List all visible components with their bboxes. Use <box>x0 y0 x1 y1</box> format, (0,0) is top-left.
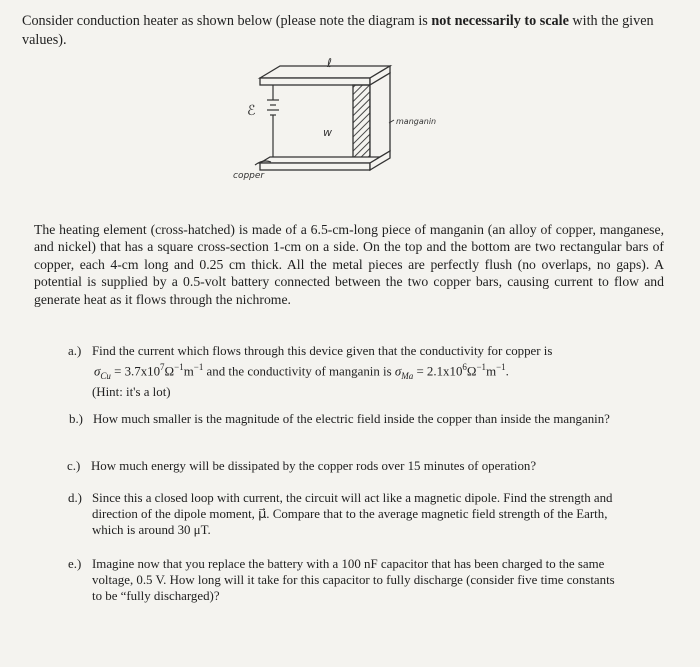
sigma-cu-symbol: σ <box>94 364 101 379</box>
question-c-text: How much energy will be dissipated by the copper rods over 15 minutes of operation? <box>91 459 537 473</box>
question-e-label: e.) <box>68 557 82 571</box>
question-b-text: How much smaller is the magnitude of the electric field inside the copper than inside the manganin? <box>93 412 610 426</box>
sigma-ma-exponent: 6 <box>462 362 467 373</box>
question-a <box>68 343 622 400</box>
question-b-label: b.) <box>69 412 83 426</box>
unit-exponent-1: −1 <box>174 362 184 373</box>
question-a-hint: (Hint: it's a lot) <box>92 385 171 400</box>
emf-label: ℰ <box>247 103 256 119</box>
sigma-cu-unit: Ω <box>164 364 175 379</box>
question-b <box>69 411 621 427</box>
sigma-ma-value: = 2.1x10 <box>413 364 463 379</box>
question-d-text: Since this a closed loop with current, the circuit will act like a magnetic dipole. Find the strength and direction of the dipole moment, μ⃗. Compare that to the average magnetic field strength of the Earth, which is around 30 μT. <box>92 491 613 538</box>
manganin-label: manganin <box>396 117 437 126</box>
question-e-text: Imagine now that you replace the battery with a 100 nF capacitor that has been charged to the same voltage, 0.5 V. How long will it take for this capacitor to fully discharge (consider five time constants to be “fully discharged)? <box>92 557 615 604</box>
question-d-label: d.) <box>68 491 82 505</box>
sigma-cu-value: = 3.7x10 <box>110 364 161 379</box>
question-a-line1: Find the current which flows through this device given that the conductivity for copper is <box>92 344 553 358</box>
intro-text-1: Consider conduction heater as shown below (please note the diagram is <box>22 13 432 29</box>
sigma-ma-symbol: σ <box>394 364 402 379</box>
question-c-label: c.) <box>67 459 81 473</box>
sigma-cu-subscript: Cu <box>100 371 111 382</box>
question-a-mid-text: and the conductivity of manganin is <box>203 364 395 379</box>
manganin-block <box>353 73 390 163</box>
battery-wires <box>255 85 279 165</box>
length-label: ℓ <box>327 58 332 70</box>
description-paragraph: The heating element (cross-hatched) is made of a 6.5-cm-long piece of manganin (an alloy of copper, manganese, and nickel) that has a square cross-section 1-cm on a side. On the top and the bottom are two rectangular bars of copper, each 4-cm long and 0.25 cm thick. All the metal pieces are perfectly flush (no overlaps, no gaps). A potential is supplied by a 0.5-volt battery connected between the two copper bars, causing current to flow and generate heat as it flows through the nichrome. <box>34 222 664 307</box>
heater-diagram <box>205 58 455 193</box>
question-a-end: . <box>505 364 509 379</box>
unit-exponent-3: −1 <box>476 362 487 373</box>
unit-exponent-4: −1 <box>496 362 506 373</box>
question-a-label: a.) <box>68 344 82 358</box>
question-d <box>68 490 622 539</box>
intro-text <box>22 12 662 50</box>
sigma-ma-subscript: Ma <box>401 371 414 382</box>
question-c <box>67 458 619 474</box>
intro-emphasis: not necessarily to scale <box>431 13 569 29</box>
unit-exponent-2: −1 <box>193 362 204 373</box>
top-copper-bar <box>260 66 390 85</box>
intro-text-2: with the given values). <box>22 13 654 48</box>
unit-meter-1: m <box>183 364 194 379</box>
width-label: w <box>323 126 332 139</box>
sigma-ma-unit: Ω <box>466 364 477 379</box>
sigma-cu-exponent: 7 <box>160 362 165 373</box>
question-e <box>68 556 622 605</box>
question-a-formula <box>92 359 622 384</box>
unit-meter-2: m <box>486 364 497 379</box>
copper-label: copper <box>233 171 265 181</box>
